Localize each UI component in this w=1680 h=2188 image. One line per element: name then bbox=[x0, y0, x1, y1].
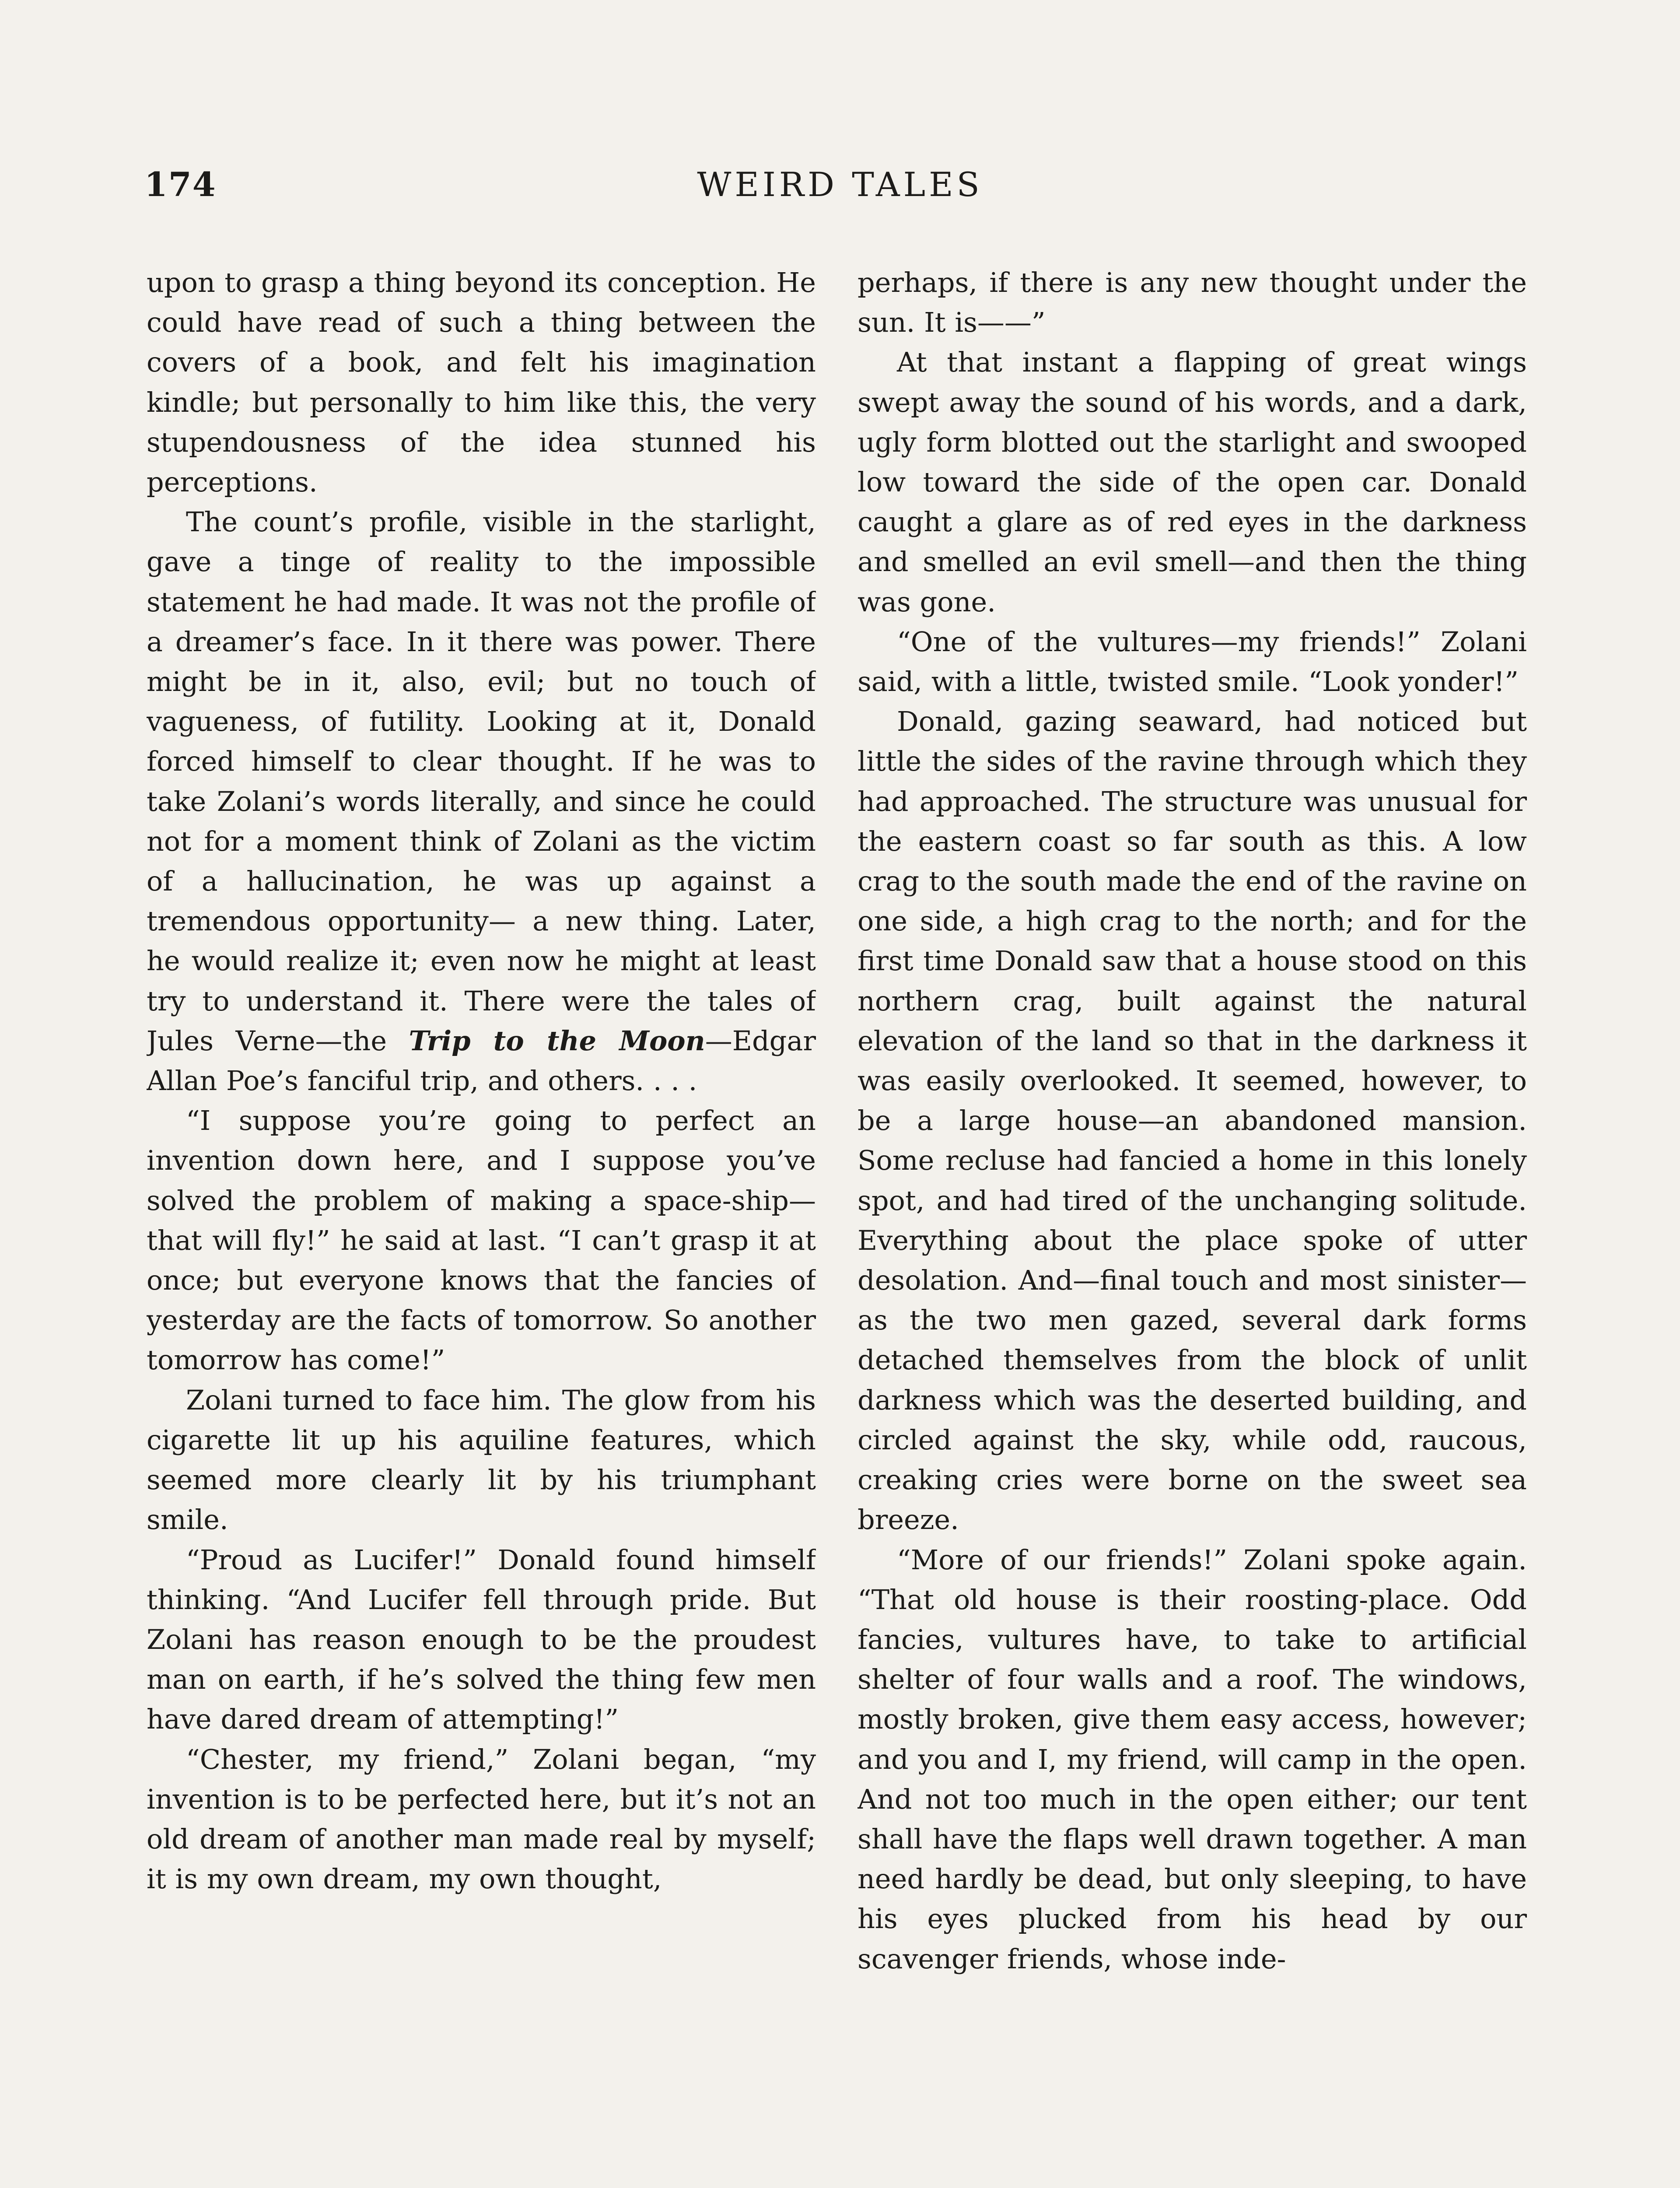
paragraph: Zolani turned to face him. The glow from his cigarette lit up his aquiline features, which seemed more clearly lit by his triumphant smile. bbox=[147, 1384, 816, 1536]
page-number: 174 bbox=[144, 165, 217, 204]
book-title: Trip to the Moon bbox=[409, 1024, 705, 1057]
paragraph: “More of our friends!” Zolani spoke again. “That old house is their roosting-place. Odd fancies, vultures have, to take to artificial shelter of four walls and a roof. The windows, mostly broken, give them easy access, however; and you and I, my friend, will camp in the open. And not too much in the open either; our tent shall have the flaps well drawn together. A man need hardly be dead, but only sleeping, to have his eyes plucked from his head by our scavenger friends, whose inde- bbox=[858, 1543, 1527, 1975]
paragraph: Donald, gazing seaward, had noticed but little the sides of the ravine through which they had approached. The structure was unusual for the eastern coast so far south as this. A low crag to the south made the end of the ravine on one side, a high crag to the north; and for the first time Donald saw that a house stood on this northern crag, built against the natural elevation of the land so that in the darkness it was easily overlooked. It seemed, however, to be a large house—an abandoned mansion. Some recluse had fancied a home in this lonely spot, and had tired of the unchanging solitude. Everything about the place spoke of utter desolation. And—final touch and most sinister—as the two men gazed, several dark forms detached themselves from the block of unlit darkness which was the deserted building, and circled against the sky, while odd, raucous, creaking cries were borne on the sweet sea breeze. bbox=[858, 705, 1527, 1536]
page-header bbox=[144, 163, 1536, 220]
paragraph: “Chester, my friend,” Zolani began, “my invention is to be perfected here, but it’s not an old dream of another man made real by myself; it is my own dream, my own thought, bbox=[147, 1743, 816, 1895]
paragraph: At that instant a flapping of great wings swept away the sound of his words, and a dark, ugly form blotted out the starlight and swooped low toward the side of the open car. Donald caught a glare as of red eyes in the darkness and smelled an evil smell—and then the thing was gone. bbox=[858, 346, 1527, 618]
left-column bbox=[147, 263, 816, 2188]
paragraph: upon to grasp a thing beyond its conception. He could have read of such a thing between the covers of a book, and felt his imagination kindle; but personally to him like this, the very stupendousness of the idea stunned his perceptions. bbox=[147, 266, 816, 498]
paragraph: “One of the vultures—my friends!” Zolani said, with a little, twisted smile. “Look yonder!” bbox=[858, 625, 1527, 698]
right-column bbox=[858, 263, 1527, 2188]
paragraph-text: The count’s profile, visible in the starlight, gave a tinge of reality to the impossible statement he had made. It was not the profile of a dreamer’s face. In it there was power. There might be in it, also, evil; but no touch of vagueness, of futility. Looking at it, Donald forced himself to clear thought. If he was to take Zolani’s words literally, and since he could not for a moment think of Zolani as the victim of a hallucination, he was up against a tremendous opportunity— a new thing. Later, he would realize it; even now he might at least try to understand it. There were the tales of Jules Verne—the bbox=[147, 506, 816, 1057]
paragraph: “Proud as Lucifer!” Donald found himself thinking. “And Lucifer fell through pride. But Zolani has reason enough to be the proudest man on earth, if he’s solved the thing few men have dared dream of attempting!” bbox=[147, 1543, 816, 1736]
paragraph: “I suppose you’re going to perfect an invention down here, and I suppose you’ve solved the problem of making a space-ship—that will fly!” he said at last. “I can’t grasp it at once; but everyone knows that the fancies of yesterday are the facts of tomorrow. So another tomorrow has come!” bbox=[147, 1105, 816, 1376]
running-title: WEIRD TALES bbox=[697, 165, 983, 204]
paragraph bbox=[147, 502, 816, 1101]
paragraph-text: —Edgar Allan Poe’s fanciful trip, and others. . . . bbox=[147, 1024, 816, 1097]
paragraph: perhaps, if there is any new thought under the sun. It is——” bbox=[858, 266, 1527, 339]
